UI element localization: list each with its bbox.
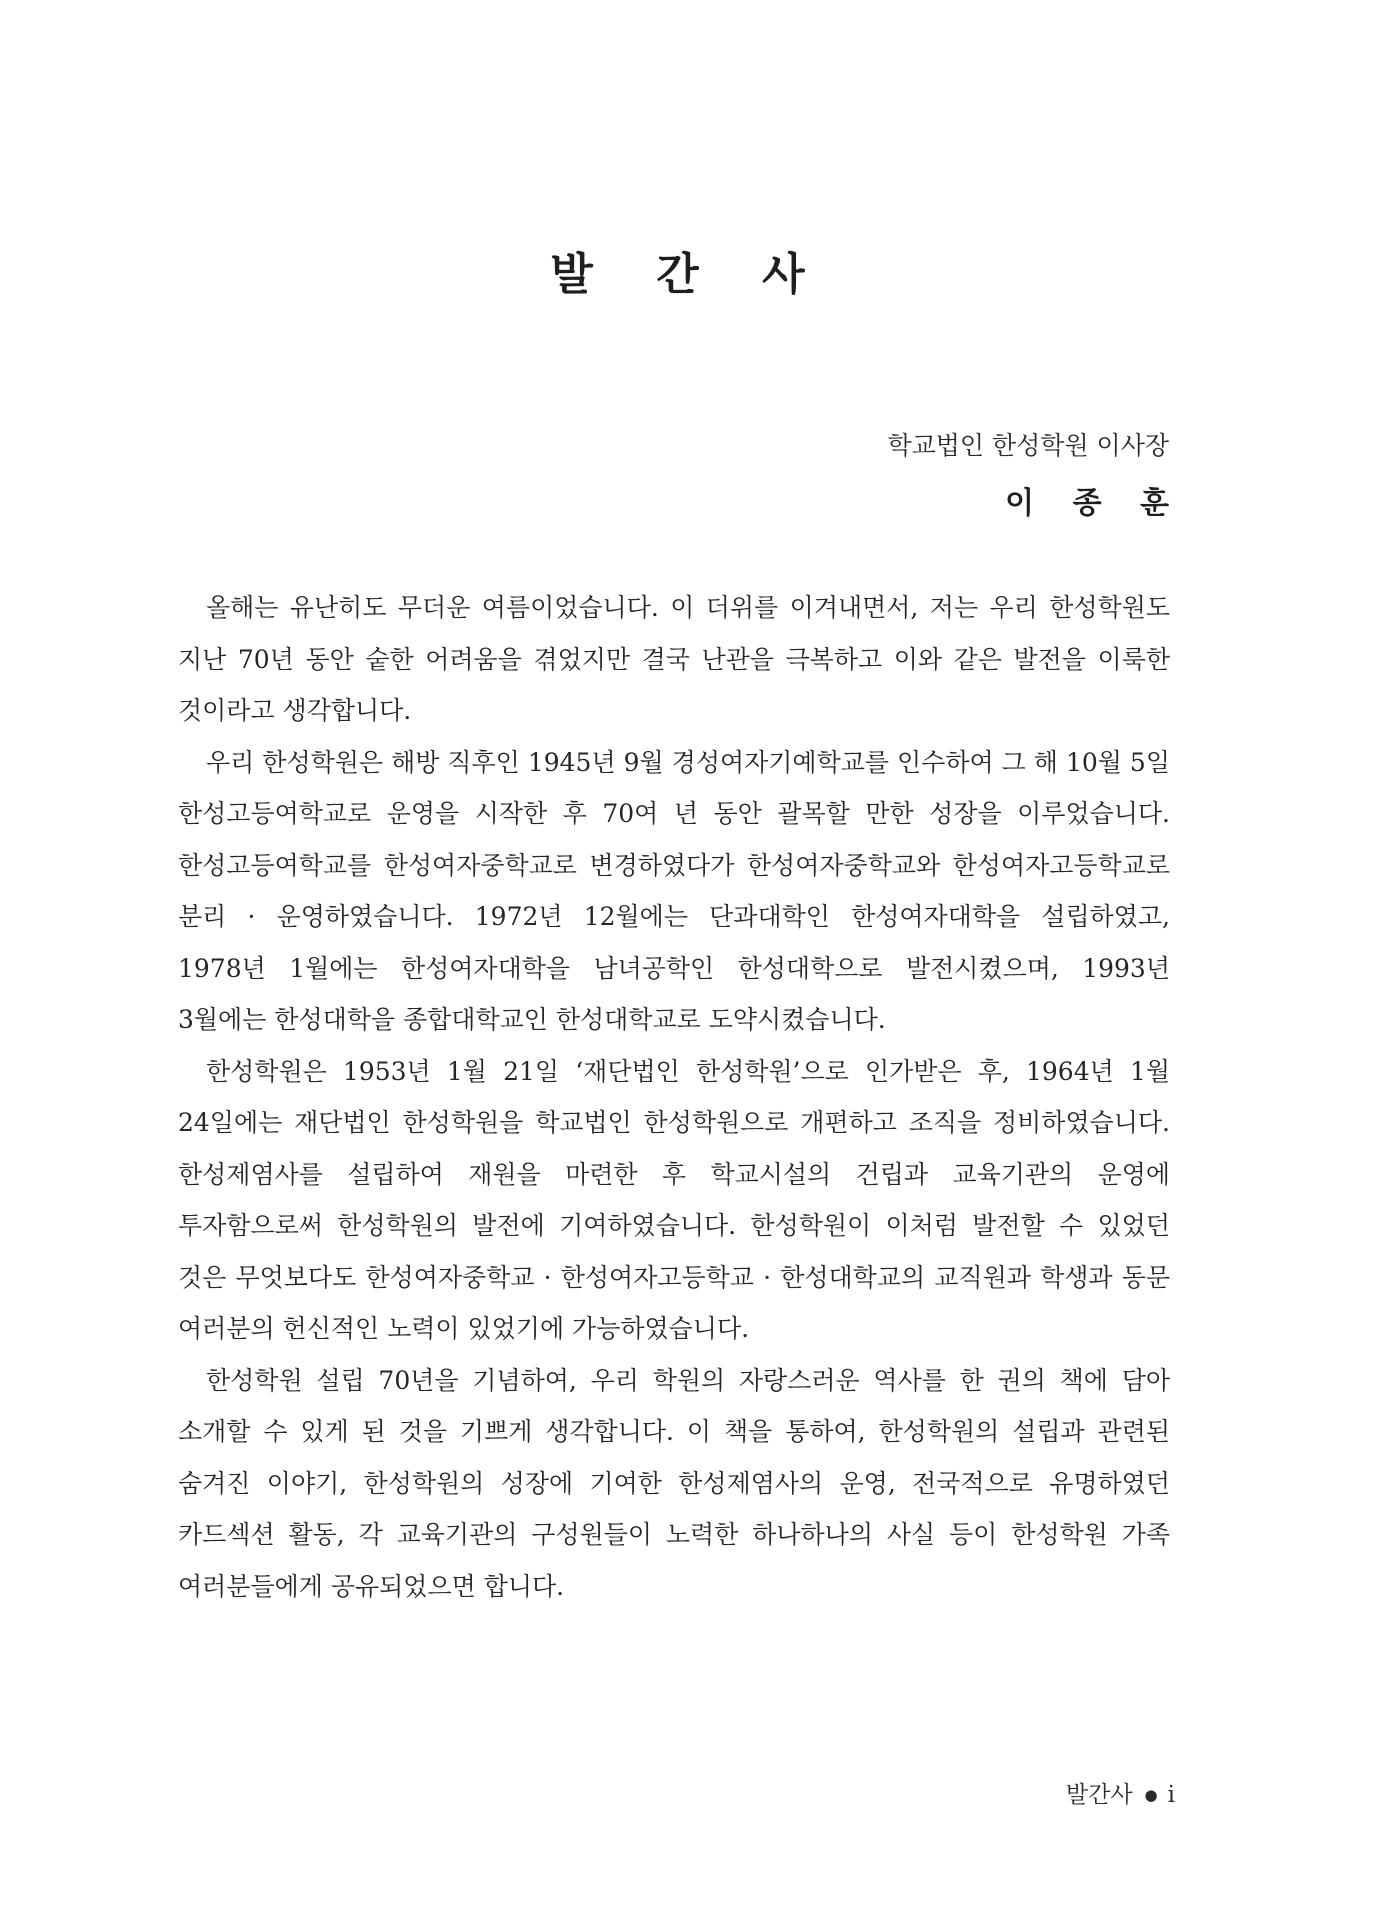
author-name: 이 종 훈 <box>1005 486 1183 521</box>
page-number: i <box>1167 1782 1175 1808</box>
author-block <box>887 428 1183 522</box>
page-title: 발 간 사 <box>550 249 829 300</box>
author-organization: 학교법인 한성학원 이사장 <box>887 431 1169 460</box>
paragraph: 한성학원 설립 70년을 기념하여, 우리 학원의 자랑스러운 역사를 한 권의 책에 담아 소개할 수 있게 된 것을 기쁘게 생각합니다. 이 책을 통하여, 한성학원의 설립과 관련된 숨겨진 이야기, 한성학원의 성장에 기여한 한성제염사의 운영, 전국적으로 유명하였던 카드섹션 활동, 각 교육기관의 구성원들이 노력한 하나하나의 사실 등이 한성학원 가족 여러분들에게 공유되었으면 합니다. <box>178 1365 1170 1601</box>
page-footer <box>1066 1776 1175 1809</box>
paragraph: 올해는 유난히도 무더운 여름이었습니다. 이 더위를 이겨내면서, 저는 우리 한성학원도 지난 70년 동안 숱한 어려움을 겪었지만 결국 난관을 극복하고 이와 같은 발전을 이룩한 것이라고 생각합니다. <box>178 593 1170 725</box>
footer-section-label: 발간사 <box>1065 1782 1133 1808</box>
paragraph: 우리 한성학원은 해방 직후인 1945년 9월 경성여자기예학교를 인수하여 그 해 10월 5일 한성고등여학교로 운영을 시작한 후 70여 년 동안 괄목할 만한 성장을 이루었습니다. 한성고등여학교를 한성여자중학교로 변경하였다가 한성여자중학교와 한성여자고등학교로 분리 · 운영하였습니다. 1972년 12월에는 단과대학인 한성여자대학을 설립하였고, 1978년 1월에는 한성여자대학을 남녀공학인 한성대학으로 발전시켰으며, 1993년 3월에는 한성대학을 종합대학교인 한성대학교로 도약시켰습니다. <box>178 747 1170 1034</box>
body-text <box>178 582 1170 1612</box>
paragraph: 한성학원은 1953년 1월 21일 ‘재단법인 한성학원’으로 인가받은 후, 1964년 1월 24일에는 재단법인 한성학원을 학교법인 한성학원으로 개편하고 조직을 정비하였습니다. 한성제염사를 설립하여 재원을 마련한 후 학교시설의 건립과 교육기관의 운영에 투자함으로써 한성학원의 발전에 기여하였습니다. 한성학원이 이처럼 발전할 수 있었던 것은 무엇보다도 한성여자중학교 · 한성여자고등학교 · 한성대학교의 교직원과 학생과 동문 여러분의 헌신적인 노력이 있었기에 가능하였습니다. <box>178 1056 1170 1343</box>
footer-separator-icon: ● <box>1144 1786 1158 1804</box>
